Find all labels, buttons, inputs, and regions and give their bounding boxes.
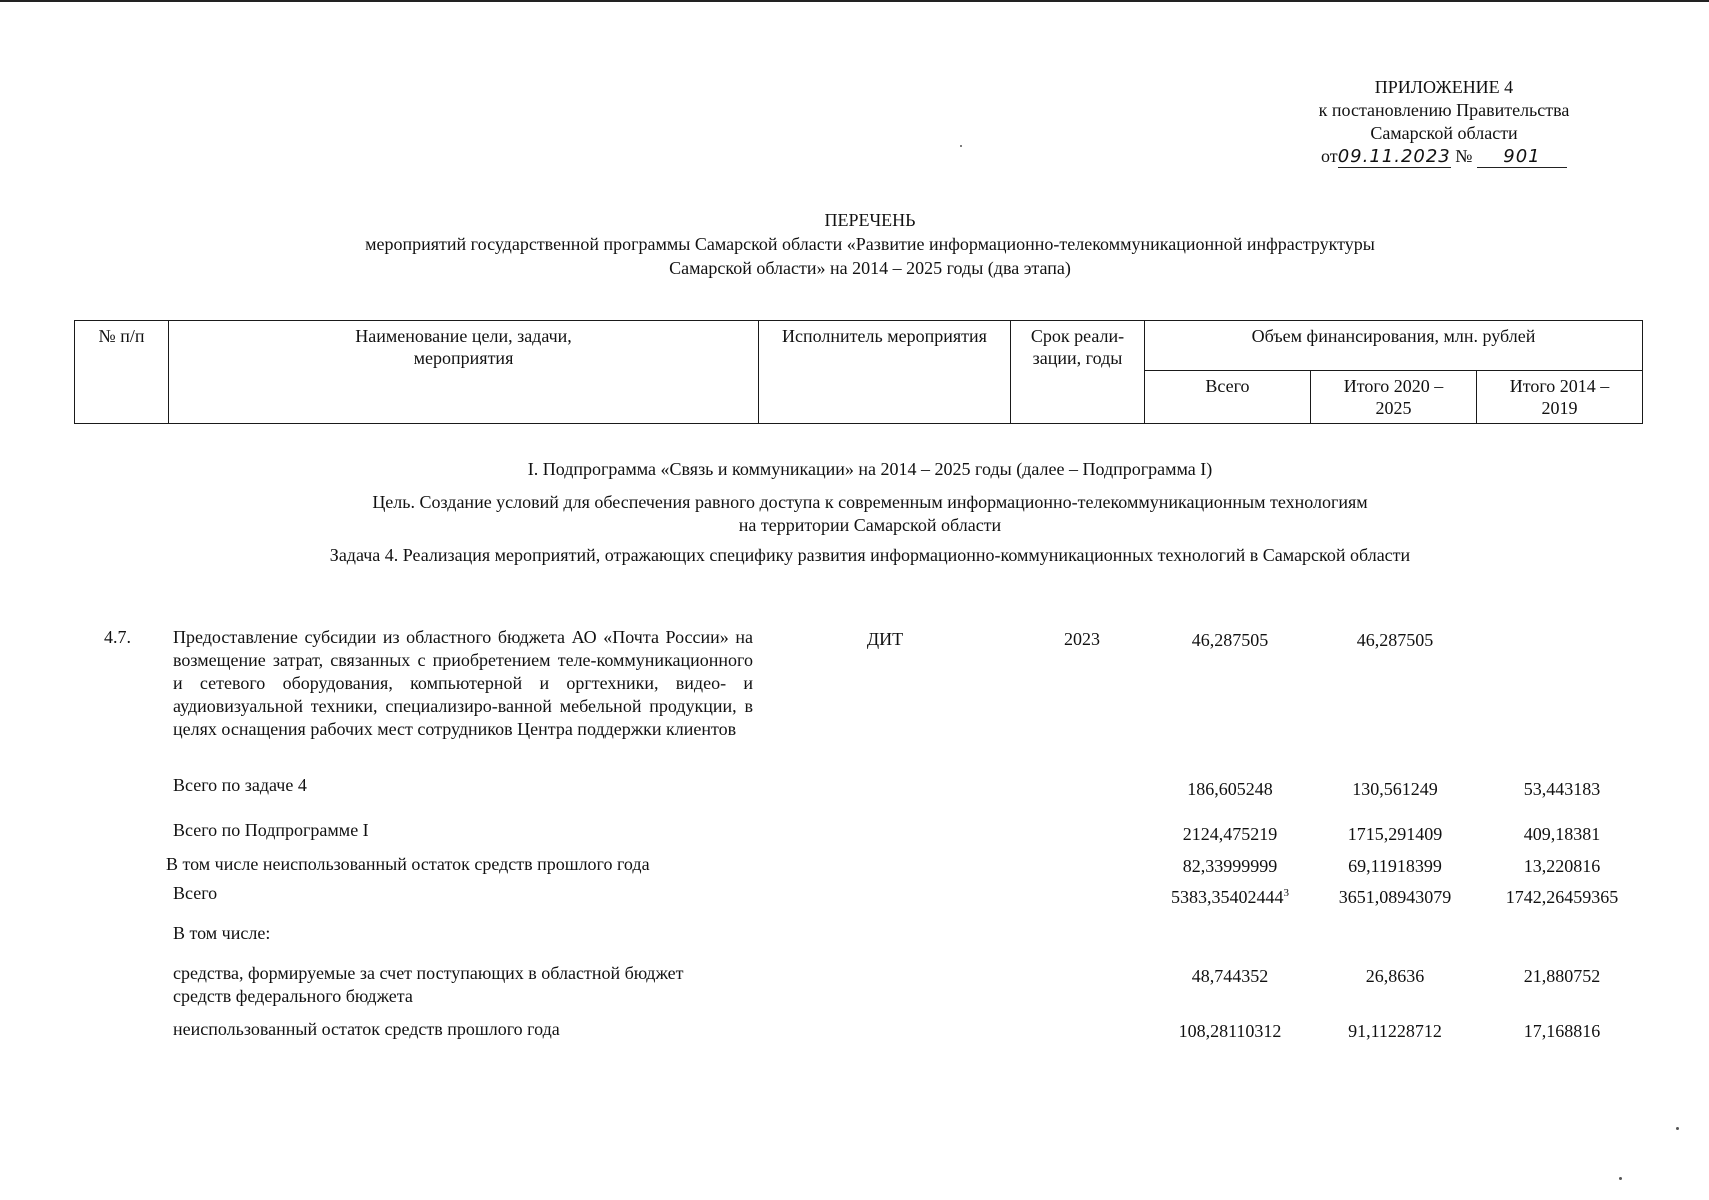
federal-label-line-2: средств федерального бюджета [173,986,413,1006]
scan-speck [1619,1177,1622,1180]
scan-speck [1676,1127,1679,1130]
decree-date: 09.11.2023 [1337,146,1451,167]
document-title [250,208,1490,280]
unused-total: 108,28110312 [1178,1021,1282,1041]
col-header-2014-2019 [1477,371,1643,424]
item-executor: ДИТ [866,629,904,649]
decree-number: 901 [1477,147,1567,168]
federal-total: 48,744352 [1191,966,1269,986]
item-total-2020-2025: 46,287505 [1356,630,1434,650]
appendix-region: Самарской области [1370,123,1518,143]
col-header-term-text: Срок реали-зации, годы [1030,326,1125,368]
unused-sub-total: 82,33999999 [1182,856,1278,876]
appendix-block [1264,76,1624,168]
unused-label: неиспользованный остаток средств прошлого года [173,1019,560,1039]
item-total: 46,287505 [1191,630,1269,650]
title-line-1: мероприятий государственной программы Самарской области «Развитие информационно-телекоммуникационной инфраструктуры [365,234,1375,254]
grand-total-footnote: 3 [1283,887,1289,899]
item-name: Предоставление субсидии из областного бюджета АО «Почта России» на возмещение затрат, связанных с приобретением теле-коммуникационного и сетевого оборудования, компьютерной и оргтехники, видео- и аудиовизуальной техники, специализиро-ванной мебельной продукции, в целях оснащения рабочих мест сотрудников Центра поддержки клиентов [173,627,753,739]
scan-top-border [0,0,1709,2]
col-header-total: Всего [1145,371,1311,424]
item-term: 2023 [1064,629,1100,649]
subprogram-heading: I. Подпрограмма «Связь и коммуникации» на 2014 – 2025 годы (далее – Подпрограмма I) [527,459,1213,479]
task4-total-2020-2025: 130,561249 [1352,779,1438,799]
subprogram-total-2020-2025: 1715,291409 [1347,824,1443,844]
scan-speck [960,145,962,147]
subprogram-total-label: Всего по Подпрограмме I [173,820,369,840]
title-heading: ПЕРЕЧЕНЬ [824,210,916,230]
item-number: 4.7. [104,627,131,647]
grand-total-2014-2019: 1742,26459365 [1505,887,1619,907]
subprogram-total-2014-2019: 409,18381 [1523,824,1601,844]
col-header-2014-2019-text: Итого 2014 – 2019 [1509,376,1610,418]
header-table [74,320,1643,424]
grand-total-2020-2025: 3651,08943079 [1338,887,1452,907]
goal-line-1: Цель. Создание условий для обеспечения равного доступа к современным информационно-телекоммуникационным технологиям [372,492,1368,512]
subprogram-total: 2124,475219 [1182,824,1278,844]
goal-heading [230,491,1510,537]
appendix-date-number [1264,145,1624,168]
col-header-name [169,321,759,424]
grand-total-value: 5383,35402444 [1171,887,1284,907]
grand-total [1145,886,1315,909]
col-header-executor: Исполнитель мероприятия [759,321,1011,424]
col-header-number: № п/п [75,321,169,424]
including-label: В том числе: [173,923,271,943]
unused-sub-2014-2019: 13,220816 [1523,856,1601,876]
unused-2020-2025: 91,11228712 [1348,1021,1442,1041]
col-header-name-text: Наименование цели, задачи, мероприятия [355,326,572,368]
col-header-funding: Объем финансирования, млн. рублей [1145,321,1643,371]
federal-2014-2019: 21,880752 [1523,966,1601,986]
from-label: от [1321,146,1338,166]
task4-total-2014-2019: 53,443183 [1523,779,1601,799]
unused-sub-2020-2025: 69,11918399 [1348,856,1442,876]
federal-2020-2025: 26,8636 [1365,966,1425,986]
federal-label-line-1: средства, формируемые за счет поступающих в областной бюджет [173,963,684,983]
task-heading: Задача 4. Реализация мероприятий, отражающих специфику развития информационно-коммуникационных технологий в Самарской области [329,545,1411,565]
appendix-title: ПРИЛОЖЕНИЕ 4 [1374,77,1514,97]
grand-total-label: Всего [173,883,218,903]
unused-2014-2019: 17,168816 [1523,1021,1601,1041]
col-header-2020-2025 [1311,371,1477,424]
federal-label [173,962,684,1008]
task4-total-label: Всего по задаче 4 [173,775,307,795]
task4-total: 186,605248 [1187,779,1273,799]
number-sign: № [1455,146,1473,166]
col-header-term [1011,321,1145,424]
title-line-2: Самарской области» на 2014 – 2025 годы (два этапа) [669,258,1071,278]
appendix-decree: к постановлению Правительства [1318,100,1570,120]
unused-sub-label: В том числе неиспользованный остаток средств прошлого года [166,854,650,874]
goal-line-2: на территории Самарской области [738,515,1002,535]
col-header-2020-2025-text: Итого 2020 – 2025 [1343,376,1444,418]
